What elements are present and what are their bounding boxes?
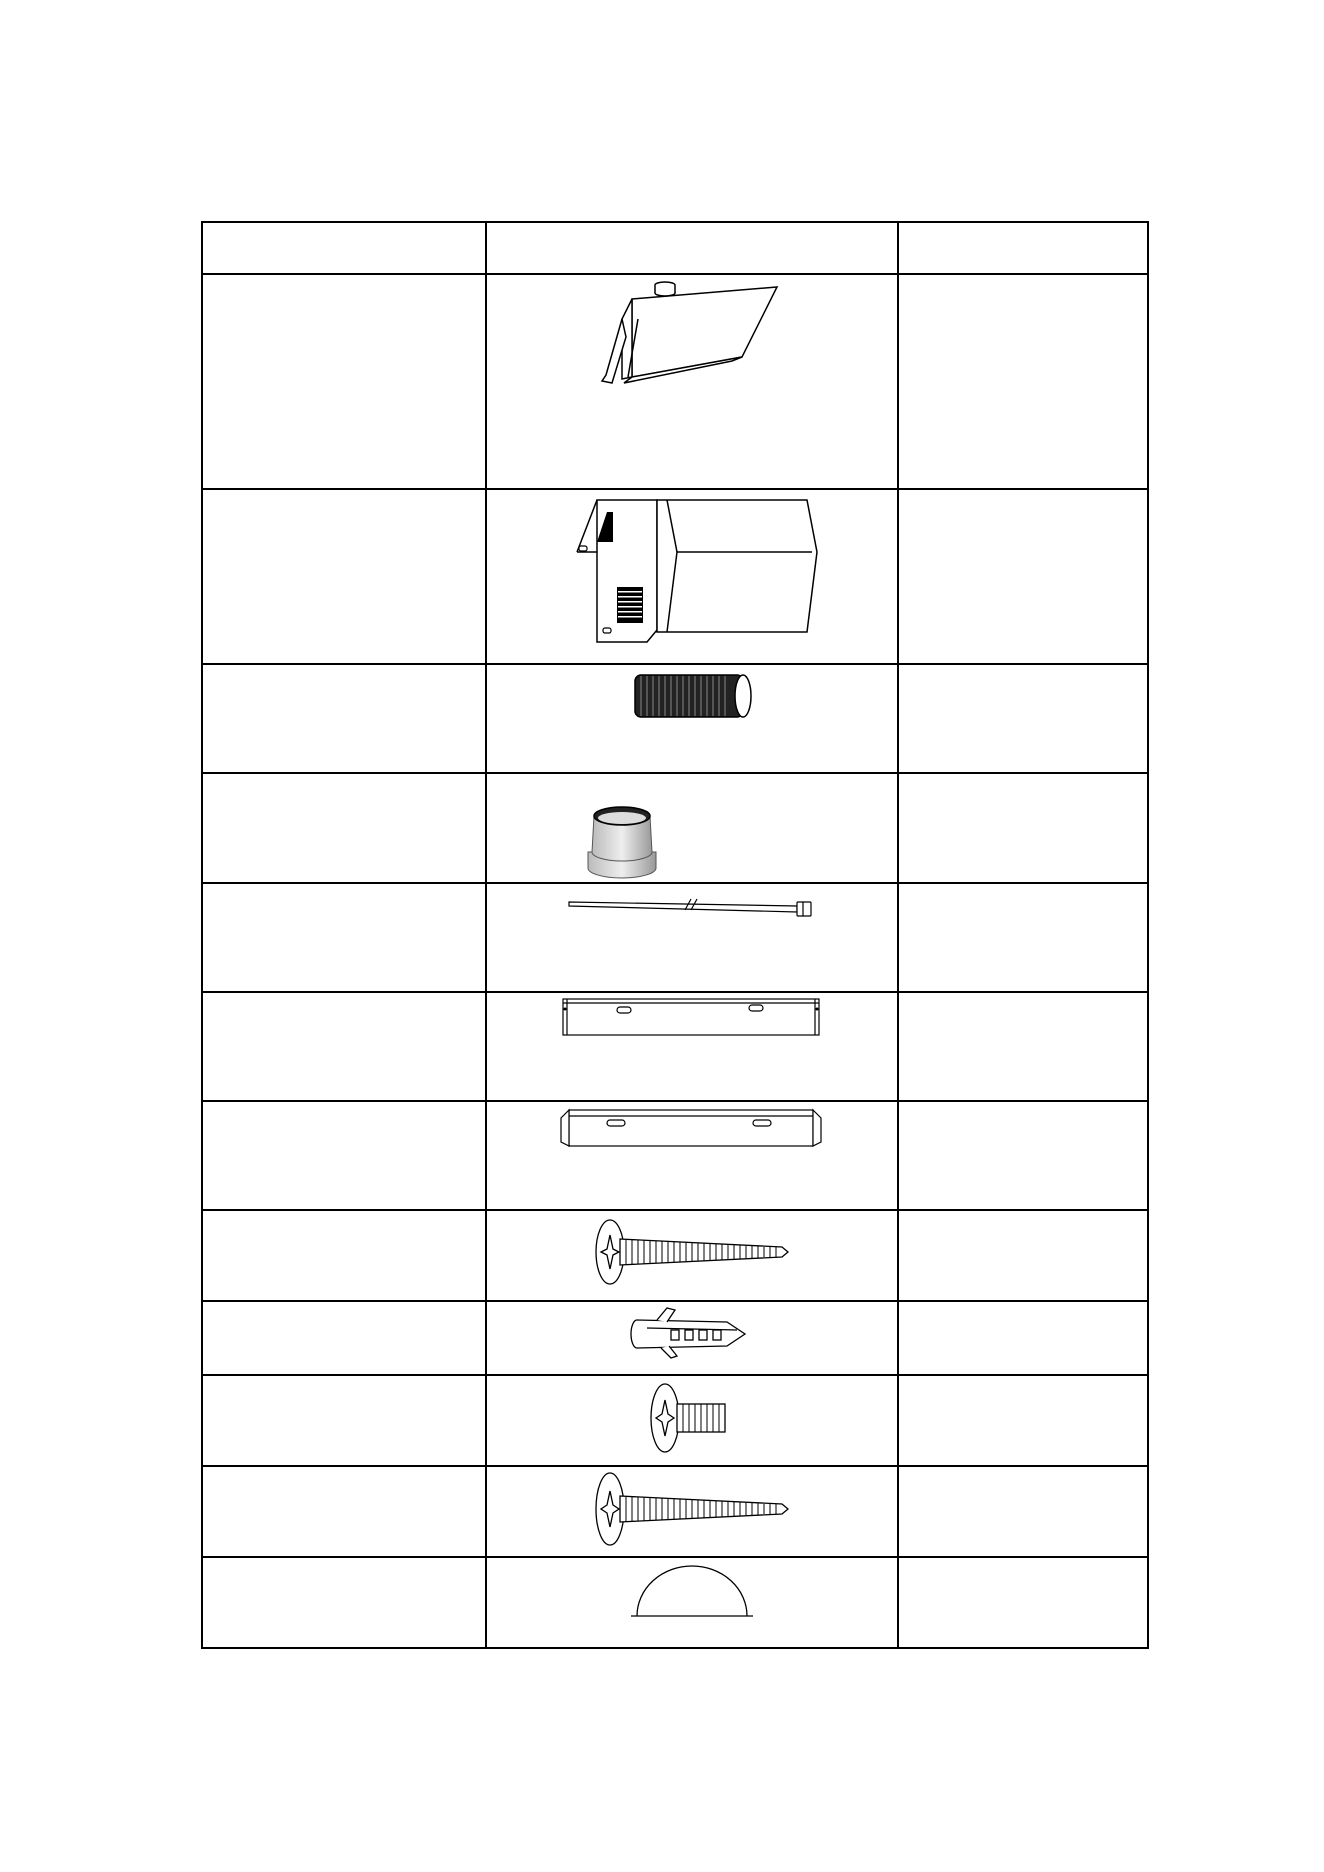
part-picture-cell (486, 489, 898, 664)
part-picture-cell (486, 992, 898, 1101)
quantity-cell (898, 1101, 1148, 1210)
part-picture-cell (486, 664, 898, 773)
part-name-cell (202, 489, 486, 664)
part-name-cell (202, 274, 486, 489)
mounting-bracket-flat-icon (557, 995, 827, 1045)
wall-plug-icon (627, 1304, 757, 1364)
cable-tie-icon (567, 890, 817, 930)
parts-list-table (201, 221, 1149, 1649)
quantity-cell (898, 1466, 1148, 1557)
part-picture-cell (486, 1101, 898, 1210)
long-screw-icon (592, 1469, 792, 1549)
table-row (202, 1210, 1148, 1301)
part-name-cell (202, 1375, 486, 1466)
part-name-cell (202, 992, 486, 1101)
quantity-cell (898, 883, 1148, 992)
part-name-cell (202, 1210, 486, 1301)
dome-cap-icon (627, 1562, 757, 1622)
part-name-cell (202, 1557, 486, 1648)
cooker-hood-body-icon (592, 279, 792, 389)
table-row (202, 1557, 1148, 1648)
part-picture-cell (486, 1210, 898, 1301)
part-name-cell (202, 883, 486, 992)
quantity-cell (898, 773, 1148, 883)
part-picture-cell (486, 1375, 898, 1466)
quantity-cell (898, 274, 1148, 489)
table-row (202, 489, 1148, 664)
quantity-cell (898, 489, 1148, 664)
header-cell-part (202, 222, 486, 274)
part-name-cell (202, 1101, 486, 1210)
table-row (202, 992, 1148, 1101)
flexible-duct-hose-icon (627, 669, 757, 725)
quantity-cell (898, 1557, 1148, 1648)
table-row (202, 1466, 1148, 1557)
part-name-cell (202, 1301, 486, 1375)
quantity-cell (898, 1210, 1148, 1301)
quantity-cell (898, 1301, 1148, 1375)
header-cell-picture (486, 222, 898, 274)
long-wall-screw-icon (592, 1217, 792, 1287)
table-row (202, 1101, 1148, 1210)
mounting-bracket-folded-icon (557, 1106, 827, 1156)
quantity-cell (898, 664, 1148, 773)
header-cell-quantity (898, 222, 1148, 274)
table-row (202, 1301, 1148, 1375)
part-picture-cell (486, 773, 898, 883)
duct-adapter-ring-icon (582, 802, 662, 882)
chimney-cover-icon (567, 492, 817, 652)
part-picture-cell (486, 1301, 898, 1375)
part-name-cell (202, 773, 486, 883)
table-row (202, 274, 1148, 489)
part-picture-cell (486, 274, 898, 489)
part-picture-cell (486, 1557, 898, 1648)
table-row (202, 1375, 1148, 1466)
part-name-cell (202, 1466, 486, 1557)
quantity-cell (898, 1375, 1148, 1466)
quantity-cell (898, 992, 1148, 1101)
table-header-row (202, 222, 1148, 274)
part-picture-cell (486, 883, 898, 992)
table-row (202, 664, 1148, 773)
table-row (202, 883, 1148, 992)
part-picture-cell (486, 1466, 898, 1557)
table-row (202, 773, 1148, 883)
short-screw-icon (647, 1380, 737, 1456)
part-name-cell (202, 664, 486, 773)
